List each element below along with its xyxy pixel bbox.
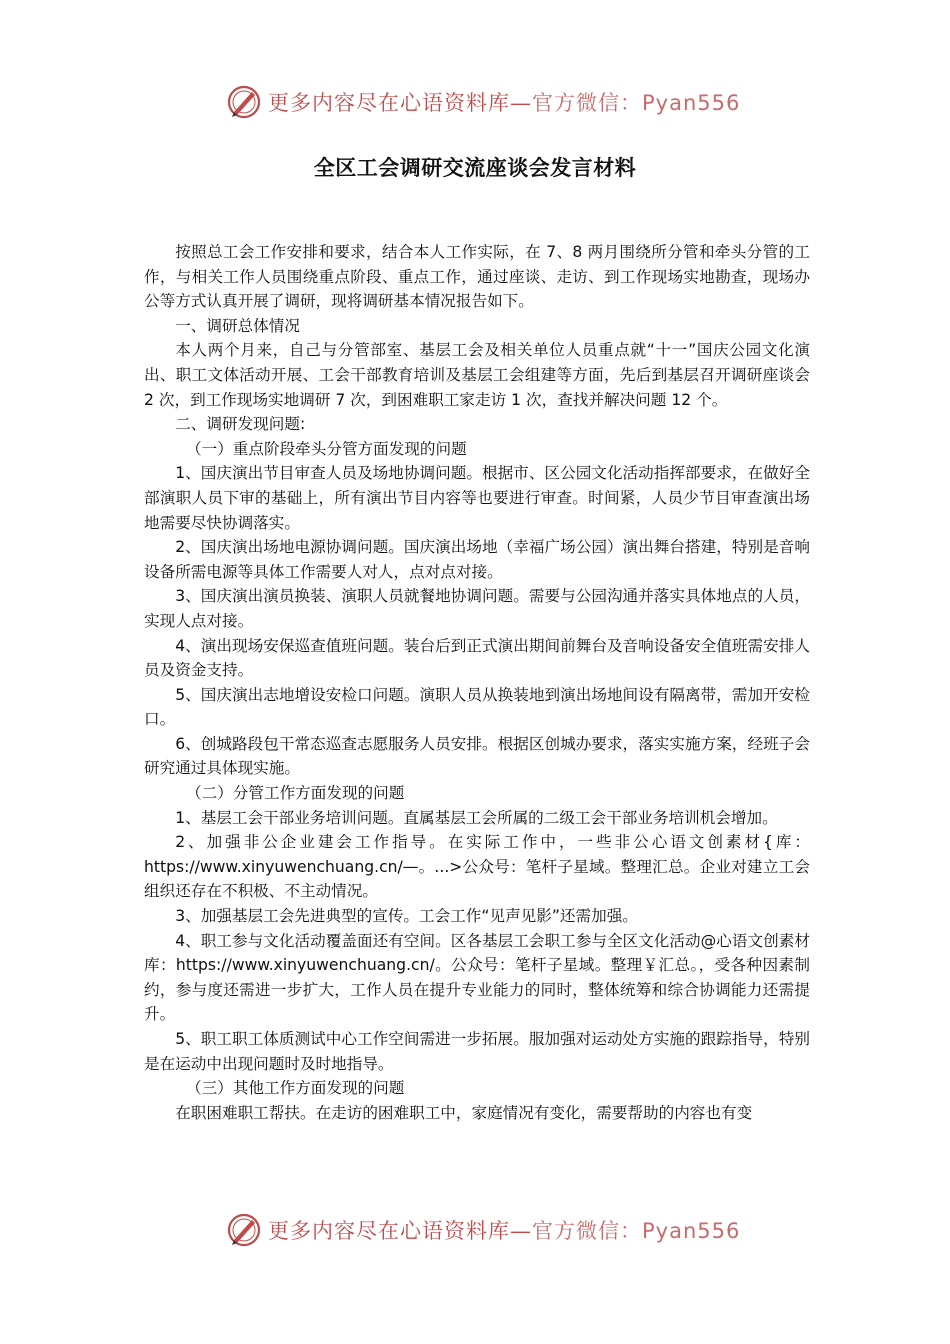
paragraph: 5、职工职工体质测试中心工作空间需进一步拓展。服加强对运动处方实施的跟踪指导，特别是在运动中出现问题时及时地指导。 bbox=[144, 1030, 810, 1073]
banner-slogan: 更多内容尽在心语资料库 bbox=[268, 1219, 510, 1243]
banner-separator: — bbox=[510, 1219, 532, 1243]
document-body bbox=[144, 240, 810, 1125]
pen-logo-icon bbox=[226, 84, 262, 120]
pen-logo-icon bbox=[226, 1212, 262, 1248]
paragraph: 2、加强非公企业建会工作指导。在实际工作中，一些非公心语文创素材{库：https://www.xinyuwenchuang.cn/—。...>公众号：笔杆子星域。整理汇总。企业对建立工会组织还存在不积极、不主动情况。 bbox=[144, 833, 810, 901]
banner-wechat: 官方微信：Pyan556 bbox=[532, 91, 741, 115]
paragraph: 3、国庆演出演员换装、演职人员就餐地协调问题。需要与公园沟通并落实具体地点的人员，实现人点对接。 bbox=[144, 587, 810, 630]
paragraph: 6、创城路段包干常态巡查志愿服务人员安排。根据区创城办要求，落实实施方案，经班子会研究通过具体现实施。 bbox=[144, 734, 810, 778]
paragraph: 在职困难职工帮扶。在走访的困难职工中，家庭情况有变化，需要帮助的内容也有变 bbox=[175, 1103, 753, 1122]
paragraph: 4、演出现场安保巡查值班问题。装台后到正式演出期间前舞台及音响设备安全值班需安排人员及资金支持。 bbox=[144, 636, 810, 680]
banner-text bbox=[268, 1215, 740, 1245]
section-subheading: （一）重点阶段牵头分管方面发现的问题 bbox=[186, 439, 467, 458]
paragraph: 一、调研总体情况 bbox=[175, 316, 300, 335]
footer-banner bbox=[226, 1210, 746, 1250]
paragraph: 1、基层工会干部业务培训问题。直属基层工会所属的二级工会干部业务培训机会增加。 bbox=[175, 808, 778, 827]
paragraph: 4、职工参与文化活动覆盖面还有空间。区各基层工会职工参与全区文化活动@心语文创素材库：https://www.xinyuwenchuang.cn/。公众号：笔杆子星域。整理￥汇总。，受各种因素制约，参与度还需进一步扩大，工作人员在提升专业能力的同时，整体统筹和综合协调能力还需提升。 bbox=[144, 931, 810, 1024]
banner-wechat: 官方微信：Pyan556 bbox=[532, 1219, 741, 1243]
paragraph: 1、国庆演出节目审查人员及场地协调问题。根据市、区公园文化活动指挥部要求，在做好全部演职人员下审的基础上，所有演出节目内容等也要进行审查。时间紧，人员少节目审查演出场地需要尽快协调落实。 bbox=[144, 464, 810, 532]
paragraph: 5、国庆演出志地增设安检口问题。演职人员从换装地到演出场地间设有隔离带，需加开安检口。 bbox=[144, 685, 810, 729]
paragraph: 本人两个月来，自己与分管部室、基层工会及相关单位人员重点就“十一”国庆公园文化演出、职工文体活动开展、工会干部教育培训及基层工会组建等方面，先后到基层召开调研座谈会 2 次，到工作现场实地调研 7 次，到困难职工家走访 1 次，查找并解决问题 12 个。 bbox=[144, 341, 810, 409]
header-banner bbox=[226, 82, 746, 122]
banner-text bbox=[268, 87, 740, 117]
paragraph: 2、国庆演出场地电源协调问题。国庆演出场地（幸福广场公园）演出舞台搭建，特别是音响设备所需电源等具体工作需要人对人，点对点对接。 bbox=[144, 538, 810, 581]
banner-slogan: 更多内容尽在心语资料库 bbox=[268, 91, 510, 115]
section-subheading: （三）其他工作方面发现的问题 bbox=[186, 1079, 405, 1098]
banner-separator: — bbox=[510, 91, 532, 115]
paragraph: 按照总工会工作安排和要求，结合本人工作实际，在 7、8 两月围绕所分管和牵头分管的工作，与相关工作人员围绕重点阶段、重点工作，通过座谈、走访、到工作现场实地勘查，现场办公等方式认真开展了调研，现将调研基本情况报告如下。 bbox=[144, 243, 810, 311]
section-subheading: （二）分管工作方面发现的问题 bbox=[186, 784, 405, 803]
paragraph: 3、加强基层工会先进典型的宣传。工会工作“见声见影”还需加强。 bbox=[175, 907, 638, 926]
page-title: 全区工会调研交流座谈会发言材料 bbox=[313, 156, 637, 180]
paragraph: 二、调研发现问题: bbox=[175, 415, 306, 434]
